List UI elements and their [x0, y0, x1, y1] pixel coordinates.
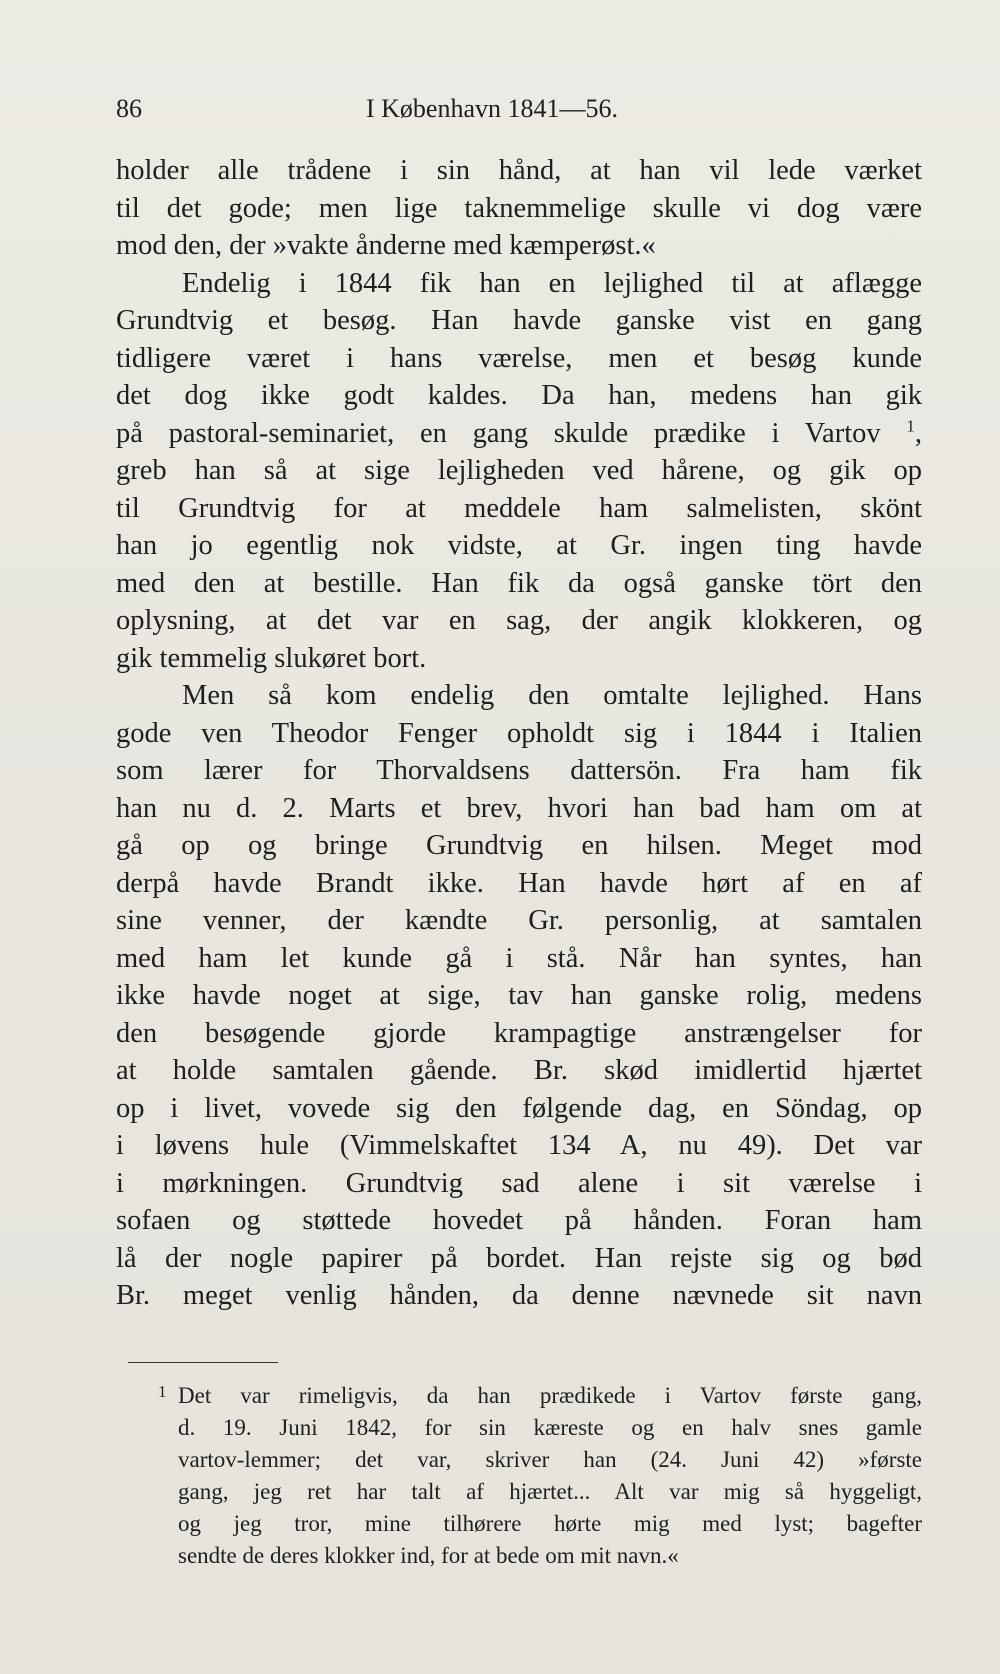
text-line: lå der nogle papirer på bordet. Han rejste sig og bød: [116, 1242, 922, 1274]
text-line: op i livet, vovede sig den følgende dag, en Söndag, op: [116, 1092, 922, 1124]
text-segment: på pastoral-seminariet, en gang skulde prædike i Vartov: [116, 417, 881, 449]
text-line: med den at bestille. Han fik da også ganske tört den: [116, 567, 922, 599]
text-line: til det gode; men lige taknemmelige skulle vi dog være: [116, 192, 922, 224]
footnote-line: sendte de deres klokker ind, for at bede om mit navn.«: [178, 1543, 679, 1568]
text-line: holder alle trådene i sin hånd, at han vil lede værket: [116, 155, 922, 186]
footnote-line: [146, 1380, 922, 1412]
footnote-line: gang, jeg ret har talt af hjærtet... Alt var mig så hyggeligt,: [178, 1479, 922, 1504]
text-line-with-footnote-ref: [116, 415, 922, 453]
page-header: [116, 94, 656, 134]
text-line: tidligere været i hans værelse, men et besøg kunde: [116, 342, 922, 374]
page-number: 86: [116, 94, 142, 123]
text-line: i mørkningen. Grundtvig sad alene i sit værelse i: [116, 1167, 922, 1199]
text-line: Men så kom endelig den omtalte lejlighed. Hans: [182, 680, 922, 711]
text-line: mod den, der »vakte ånderne med kæmperøst.«: [116, 230, 656, 261]
footnote-line: vartov-lemmer; det var, skriver han (24. Juni 42) »første: [178, 1447, 922, 1472]
footnote-text: Det var rimeligvis, da han prædikede i Vartov første gang,: [178, 1383, 922, 1408]
footnote-ref-punctuation: ,: [914, 417, 923, 449]
text-line: Endelig i 1844 fik han en lejlighed til at aflægge: [182, 267, 922, 299]
text-line: sine venner, der kændte Gr. personlig, at samtalen: [116, 905, 922, 936]
footnote-reference: 1: [906, 416, 915, 435]
footnote-line: og jeg tror, mine tilhørere hørte mig med lyst; bagefter: [178, 1511, 922, 1536]
footnote-marker: 1: [158, 1382, 167, 1401]
text-line: til Grundtvig for at meddele ham salmelisten, skönt: [116, 492, 922, 524]
text-line: han jo egentlig nok vidste, at Gr. ingen ting havde: [116, 530, 922, 561]
text-line: oplysning, at det var en sag, der angik klokkeren, og: [116, 605, 922, 636]
text-line: med ham let kunde gå i stå. Når han syntes, han: [116, 942, 922, 974]
text-line: derpå havde Brandt ikke. Han havde hørt af en af: [116, 867, 922, 899]
text-line: Grundtvig et besøg. Han havde ganske vist en gang: [116, 305, 922, 336]
text-line: gå op og bringe Grundtvig en hilsen. Meget mod: [116, 830, 922, 861]
text-line: gik temmelig slukøret bort.: [116, 642, 427, 674]
text-line: sofaen og støttede hovedet på hånden. Foran ham: [116, 1205, 922, 1236]
text-line: i løvens hule (Vimmelskaftet 134 A, nu 49). Det var: [116, 1130, 922, 1161]
text-line: at holde samtalen gående. Br. skød imidlertid hjærtet: [116, 1055, 922, 1086]
text-line: det dog ikke godt kaldes. Da han, medens han gik: [116, 380, 922, 411]
text-line: den besøgende gjorde krampagtige anstrængelser for: [116, 1017, 922, 1049]
footnotes: [146, 1380, 922, 1572]
text-line: han nu d. 2. Marts et brev, hvori han bad ham om at: [116, 792, 922, 824]
text-line: gode ven Theodor Fenger opholdt sig i 1844 i Italien: [116, 717, 922, 749]
running-title: I København 1841—56.: [366, 94, 619, 123]
footnote-line: d. 19. Juni 1842, for sin kæreste og en halv snes gamle: [178, 1415, 922, 1440]
text-line: greb han så at sige lejligheden ved hårene, og gik op: [116, 455, 922, 486]
text-line: ikke havde noget at sige, tav han ganske rolig, medens: [116, 980, 922, 1011]
footnote-divider: [128, 1362, 278, 1363]
text-line: som lærer for Thorvaldsens dattersön. Fra ham fik: [116, 755, 922, 786]
main-text: [116, 152, 922, 1315]
text-line: Br. meget venlig hånden, da denne nævnede sit navn: [116, 1280, 922, 1311]
